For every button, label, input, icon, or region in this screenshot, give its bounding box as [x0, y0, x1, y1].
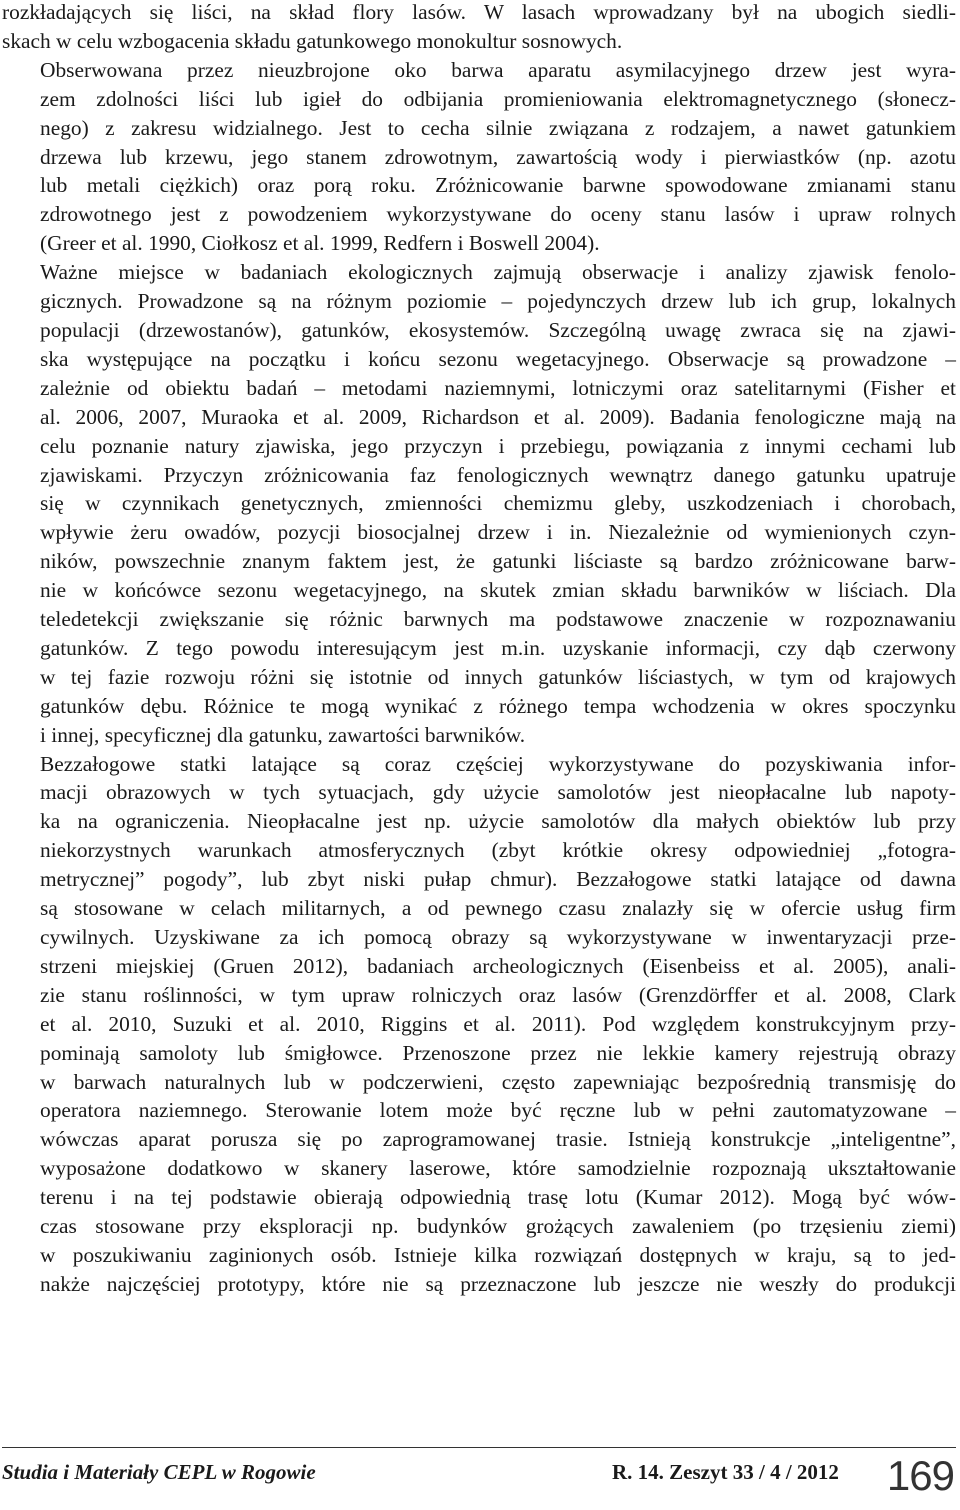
text-line: czas stosowane przy eksploracji np. budynków grożących zawaleniem (po trzęsieniu ziemi): [40, 1214, 956, 1239]
text-line: zależnie od obiektu badań – metodami naziemnymi, lotniczymi oraz satelitarnymi (Fisher et: [40, 375, 956, 400]
text-line: ska występujące na początku i końcu sezonu wegetacyjnego. Obserwacje są prowadzone –: [40, 346, 956, 371]
text-line: terenu i na tej podstawie obierają odpowiednią trasę lotu (Kumar 2012). Mogą być wów-: [40, 1185, 956, 1210]
footer-rule: [2, 1447, 956, 1448]
text-line: Bezzałogowe statki latające są coraz częściej wykorzystywane do pozyskiwania infor-: [40, 751, 956, 776]
text-line: cywilnych. Uzyskiwane za ich pomocą obrazy są wykorzystywane w inwentaryzacji prze-: [40, 925, 956, 949]
text-line: pominają samoloty lub śmigłowce. Przenoszone przez nie lekkie kamery rejestrują obrazy: [40, 1040, 956, 1065]
paragraph: [2, 0, 956, 56]
page-number: 169: [886, 1452, 954, 1499]
text-line: nego) z zakresu widzialnego. Jest to cecha silnie związana z rodzajem, a nawet gatunkiem: [40, 115, 956, 140]
text-line: (Greer et al. 1990, Ciołkosz et al. 1999, Redfern i Boswell 2004).: [40, 231, 600, 256]
paragraph: [2, 56, 956, 258]
text-line: wpływie żeru owadów, pozycji biosocjalnej drzew i in. Niezależnie od wymienionych czyn-: [40, 520, 956, 545]
text-line: skach w celu wzbogacenia składu gatunkowego monokultur sosnowych.: [2, 28, 623, 53]
text-line: lub metali ciężkich) oraz porą roku. Zróżnicowanie barwne spowodowane zmianami stanu: [40, 173, 956, 198]
text-line: al. 2006, 2007, Muraoka et al. 2009, Richardson et al. 2009). Badania fenologiczne mają na: [40, 404, 956, 429]
paragraph: [2, 258, 956, 749]
text-line: są stosowane w celach militarnych, a od pewnego czasu znalazły się w ofercie usług firm: [40, 896, 956, 921]
text-line: operatora naziemnego. Sterowanie lotem może być ręczne lub w pełni zautomatyzowane –: [40, 1098, 956, 1123]
text-line: macji obrazowych w tych sytuacjach, gdy użycie samolotów jest nieopłacalne lub napoty-: [40, 780, 956, 805]
text-line: w poszukiwaniu zaginionych osób. Istnieje kilka rozwiązań dostępnych w kraju, są to jed-: [40, 1242, 956, 1267]
body-text: [2, 0, 956, 1299]
text-line: gicznych. Prowadzone są na różnym poziomie – pojedynczych drzew lub ich grup, lokalnych: [40, 289, 956, 314]
text-line: nie w końcówce sezonu wegetacyjnego, na skutek zmian składu barwników w liściach. Dla: [40, 578, 956, 603]
text-line: się w czynnikach genetycznych, zmienności chemizmu gleby, uszkodzeniach i chorobach,: [40, 491, 956, 516]
text-line: i innej, specyficznej dla gatunku, zawartości barwników.: [40, 722, 526, 747]
text-line: w barwach naturalnych lub w podczerwieni, często zapewniając bezpośrednią transmisję do: [40, 1069, 956, 1094]
text-line: w tej fazie rozwoju różni się istotnie od innych gatunków liściastych, w tym od krajowych: [40, 664, 956, 689]
text-line: ka na ograniczenia. Nieopłacalne jest np. użycie samolotów dla małych obiektów lub przy: [40, 809, 956, 834]
text-line: Ważne miejsce w badaniach ekologicznych zajmują obserwacje i analizy zjawisk fenolo-: [40, 260, 956, 285]
text-line: Obserwowana przez nieuzbrojone oko barwa aparatu asymilacyjnego drzew jest wyra-: [40, 57, 956, 82]
footer-journal-title: Studia i Materiały CEPL w Rogowie: [2, 1460, 316, 1484]
paragraph: [2, 750, 956, 1299]
text-line: zdrowotnego jest z powodzeniem wykorzystywane do oceny stanu lasów i upraw rolnych: [40, 202, 956, 227]
text-line: populacji (drzewostanów), gatunków, ekosystemów. Szczególną uwagę zwraca się na zjawi-: [40, 317, 956, 342]
text-line: nakże najczęściej prototypy, które nie są przeznaczone lub jeszcze nie weszły do produkcji: [40, 1271, 956, 1296]
text-line: et al. 2010, Suzuki et al. 2010, Riggins et al. 2011). Pod względem konstrukcyjnym przy-: [40, 1011, 956, 1036]
text-line: zem zdolności liści lub igieł do odbijania promieniowania elektromagnetycznego (słonecz-: [40, 86, 956, 111]
text-line: zie stanu roślinności, w tym upraw rolniczych oraz lasów (Grenzdörffer et al. 2008, Clark: [40, 982, 956, 1007]
text-line: teledetekcji zwiększanie się różnic barwnych ma podstawowe znaczenie w rozpoznawaniu: [40, 607, 956, 632]
text-line: niekorzystnych warunkach atmosferycznych (zbyt krótkie okresy odpowiedniej „fotogra-: [40, 838, 956, 863]
text-line: wyposażone dodatkowo w skanery laserowe, które samodzielnie rozpoznają ukształtowanie: [40, 1156, 956, 1181]
text-line: metrycznej” pogody”, lub zbyt niski pułap chmur). Bezzałogowe statki latające od dawna: [40, 867, 956, 892]
text-line: ników, powszechnie znanym faktem jest, że gatunki liściaste są bardzo zróżnicowane barw-: [40, 549, 956, 574]
text-line: drzewa lub krzewu, jego stanem zdrowotnym, zawartością wody i pierwiastków (np. azotu: [40, 144, 956, 169]
text-line: strzeni miejskiej (Gruen 2012), badaniach archeologicznych (Eisenbeiss et al. 2005), anali-: [40, 953, 956, 978]
text-line: zjawiskami. Przyczyn zróżnicowania faz fenologicznych wewnątrz danego gatunku upatruje: [40, 462, 956, 487]
text-line: gatunków. Z tego powodu interesującym jest m.in. uzyskanie informacji, czy dąb czerwony: [40, 635, 956, 660]
text-line: gatunków dębu. Różnice te mogą wynikać z różnego tempa wchodzenia w okres spoczynku: [40, 693, 956, 718]
text-line: rozkładających się liści, na skład flory lasów. W lasach wprowadzany był na ubogich siedli-: [2, 0, 956, 24]
text-line: celu poznanie natury zjawiska, jego przyczyn i przebiegu, powiązania z innymi cechami lub: [40, 433, 956, 458]
text-line: wówczas aparat porusza się po zaprogramowanej trasie. Istnieją konstrukcje „inteligentne”,: [40, 1127, 956, 1152]
footer-issue: R. 14. Zeszyt 33 / 4 / 2012: [612, 1460, 839, 1484]
